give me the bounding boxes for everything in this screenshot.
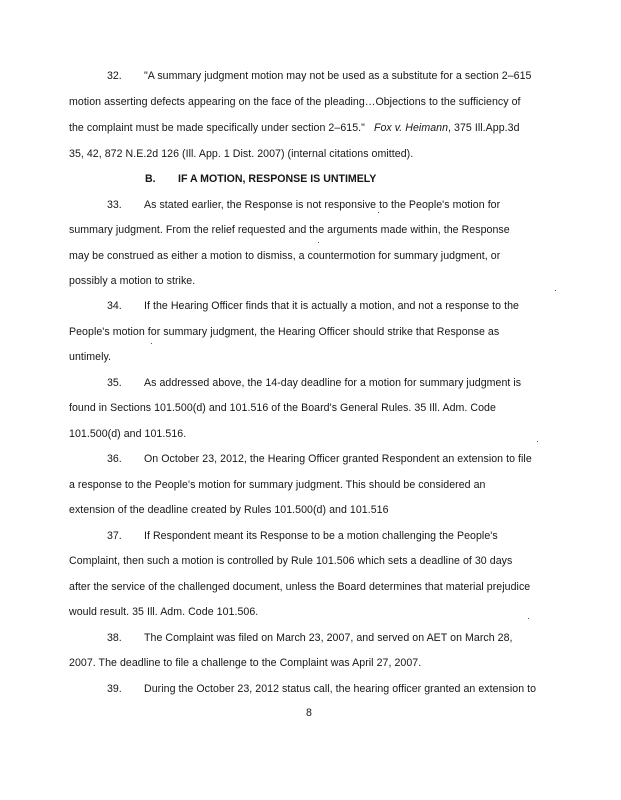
scan-speck	[378, 212, 379, 213]
paragraph-33-line-2: summary judgment. From the relief requested and the arguments made within, the Response	[69, 224, 510, 236]
scan-speck	[555, 290, 556, 291]
page-number: 8	[306, 707, 312, 719]
section-heading-letter: B.	[145, 173, 156, 185]
paragraph-37-line-2: Complaint, then such a motion is controlled by Rule 101.506 which sets a deadline of 30 days	[69, 555, 513, 567]
paragraph-number-35: 35.	[107, 377, 122, 389]
paragraph-number-39: 39.	[107, 683, 122, 695]
paragraph-35-line-3: 101.500(d) and 101.516.	[69, 428, 187, 440]
paragraph-number-36: 36.	[107, 453, 122, 465]
scan-speck	[318, 242, 319, 243]
scan-speck	[528, 618, 529, 619]
paragraph-number-33: 33.	[107, 199, 122, 211]
paragraph-34-line-2: People's motion for summary judgment, the Hearing Officer should strike that Response as	[69, 326, 500, 338]
paragraph-33-line-1: As stated earlier, the Response is not responsive to the People's motion for	[144, 199, 501, 211]
paragraph-37-line-4: would result. 35 Ill. Adm. Code 101.506.	[69, 606, 259, 618]
paragraph-36-line-2: a response to the People's motion for summary judgment. This should be considered an	[69, 479, 486, 491]
paragraph-32-line-4: 35, 42, 872 N.E.2d 126 (Ill. App. 1 Dist. 2007) (internal citations omitted).	[69, 148, 414, 160]
scan-speck	[151, 343, 152, 344]
paragraph-32-line-3	[69, 122, 549, 135]
case-citation-reporter: , 375 Ill.App.3d	[448, 122, 520, 134]
paragraph-33-line-4: possibly a motion to strike.	[69, 275, 196, 287]
paragraph-number-34: 34.	[107, 300, 122, 312]
case-citation-italic: Fox v. Heimann	[373, 122, 449, 134]
paragraph-34-line-1: If the Hearing Officer finds that it is actually a motion, and not a response to the	[144, 300, 519, 312]
paragraph-39-line-1: During the October 23, 2012 status call, the hearing officer granted an extension to	[144, 683, 537, 695]
paragraph-36-line-3: extension of the deadline created by Rules 101.500(d) and 101.516	[69, 504, 389, 516]
paragraph-number-32: 32.	[107, 70, 122, 82]
paragraph-35-line-1: As addressed above, the 14-day deadline for a motion for summary judgment is	[144, 377, 522, 389]
paragraph-37-line-3: after the service of the challenged document, unless the Board determines that material prejudice	[69, 581, 531, 593]
section-heading	[145, 173, 376, 186]
paragraph-33-line-3: may be construed as either a motion to dismiss, a countermotion for summary judgment, or	[69, 250, 501, 262]
paragraph-35-line-2: found in Sections 101.500(d) and 101.516 of the Board's General Rules. 35 Ill. Adm. Code	[69, 402, 496, 414]
section-heading-text: IF A MOTION, RESPONSE IS UNTIMELY	[178, 173, 377, 185]
scan-speck	[537, 441, 538, 442]
paragraph-32-line-3-text: the complaint must be made specifically under section 2–615."	[69, 122, 365, 134]
paragraph-number-38: 38.	[107, 632, 122, 644]
paragraph-38-line-2: 2007. The deadline to file a challenge to the Complaint was April 27, 2007.	[69, 657, 422, 669]
paragraph-32-line-2: motion asserting defects appearing on the face of the pleading…Objections to the sufficiency of	[69, 96, 521, 108]
paragraph-38-line-1: The Complaint was filed on March 23, 2007, and served on AET on March 28,	[144, 632, 513, 644]
paragraph-36-line-1: On October 23, 2012, the Hearing Officer granted Respondent an extension to file	[144, 453, 532, 465]
paragraph-37-line-1: If Respondent meant its Response to be a motion challenging the People's	[144, 530, 498, 542]
paragraph-34-line-3: untimely.	[69, 351, 112, 363]
paragraph-number-37: 37.	[107, 530, 122, 542]
paragraph-32-line-1: "A summary judgment motion may not be used as a substitute for a section 2–615	[144, 70, 532, 82]
